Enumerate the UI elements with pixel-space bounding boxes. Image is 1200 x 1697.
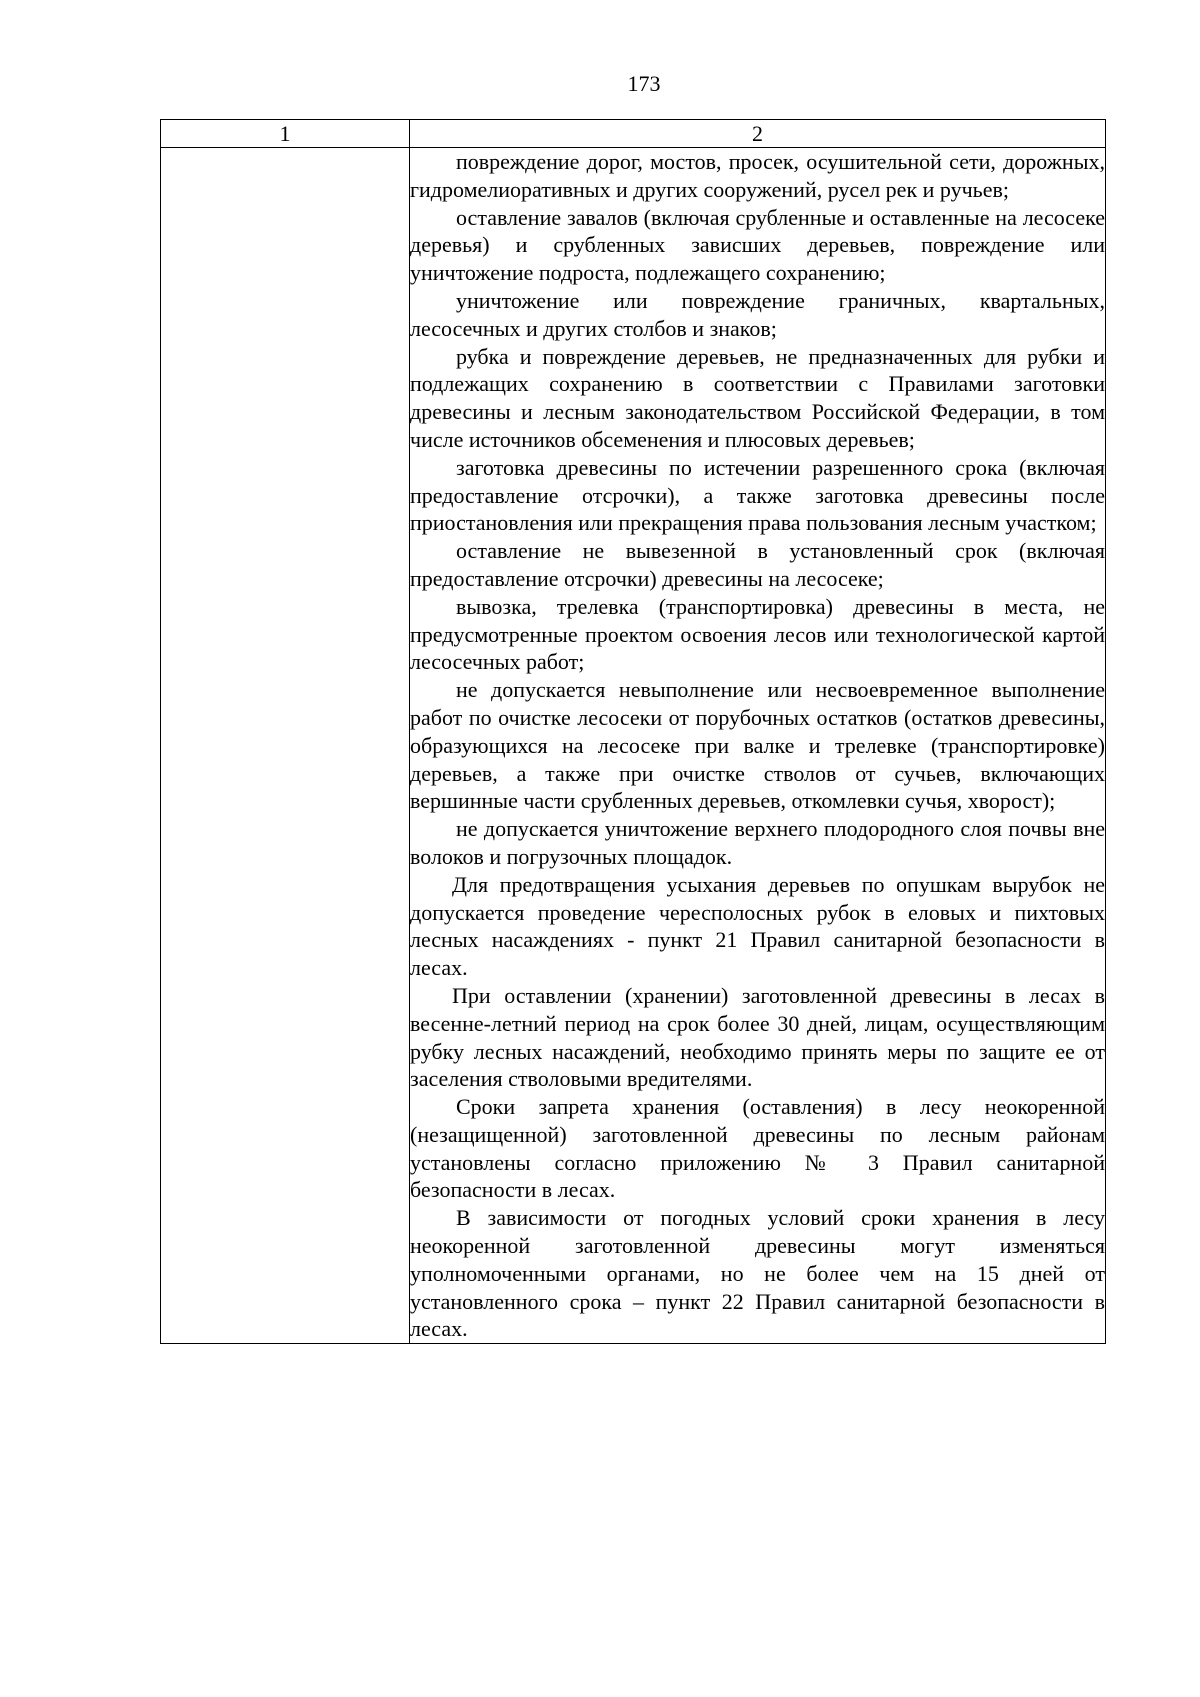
column-1-cell xyxy=(161,148,410,1344)
paragraph: уничтожение или повреждение граничных, квартальных, лесосечных и других столбов и знаков; xyxy=(410,287,1105,341)
paragraph: повреждение дорог, мостов, просек, осушительной сети, дорожных, гидромелиоративных и других сооружений, русел рек и ручьев; xyxy=(410,149,1105,202)
paragraph: не допускается невыполнение или несвоевременное выполнение работ по очистке лесосеки от порубочных остатков (остатков древесины, образующихся на лесосеке при валке и трелевке (транспортировке) деревьев, а также при очистке стволов от сучьев, включающих вершинные части срубленных деревьев, откомлевки сучья, хворост); xyxy=(410,677,1105,814)
table-row xyxy=(161,148,1106,1344)
paragraph: При оставлении (хранении) заготовленной древесины в лесах в весенне-летний период на срок более 30 дней, лицам, осуществляющим рубку лесных насаждений, необходимо принять меры по защите ее от заселения стволовыми вредителями. xyxy=(410,982,1105,1092)
paragraph: вывозка, трелевка (транспортировка) древесины в места, не предусмотренные проектом освоения лесов или технологической картой лесосечных работ; xyxy=(410,593,1105,675)
paragraph: заготовка древесины по истечении разрешенного срока (включая предоставление отсрочки), а также заготовка древесины после приостановления или прекращения права пользования лесным участком; xyxy=(410,454,1105,536)
document-table xyxy=(160,119,1106,1344)
paragraph: В зависимости от погодных условий сроки хранения в лесу неокоренной заготовленной древесины могут изменяться уполномоченными органами, но не более чем на 15 дней от установленного срока – пункт 22 Правил санитарной безопасности в лесах. xyxy=(410,1205,1105,1342)
paragraph: Для предотвращения усыхания деревьев по опушкам вырубок не допускается проведение чересполосных рубок в еловых и пихтовых лесных насаждениях - пункт 21 Правил санитарной безопасности в лесах. xyxy=(410,871,1105,981)
paragraph: рубка и повреждение деревьев, не предназначенных для рубки и подлежащих сохранению в соответствии с Правилами заготовки древесины и лесным законодательством Российской Федерации, в том числе источников обсеменения и плюсовых деревьев; xyxy=(410,343,1105,452)
column-header-1: 1 xyxy=(161,120,410,148)
paragraph: Сроки запрета хранения (оставления) в лесу неокоренной (незащищенной) заготовленной древесины по лесным районам установлены согласно приложению № 3 Правил санитарной безопасности в лесах. xyxy=(410,1094,1105,1203)
table-header-row xyxy=(161,120,1106,148)
paragraph: оставление не вывезенной в установленный срок (включая предоставление отсрочки) древесины на лесосеке; xyxy=(410,538,1105,591)
column-2-cell xyxy=(410,148,1106,1344)
page-number: 173 xyxy=(627,71,661,96)
paragraph: оставление завалов (включая срубленные и оставленные на лесосеке деревья) и срубленных зависших деревьев, повреждение или уничтожение подроста, подлежащего сохранению; xyxy=(410,204,1105,286)
column-header-2: 2 xyxy=(410,120,1106,148)
paragraph: не допускается уничтожение верхнего плодородного слоя почвы вне волоков и погрузочных площадок. xyxy=(410,816,1105,869)
